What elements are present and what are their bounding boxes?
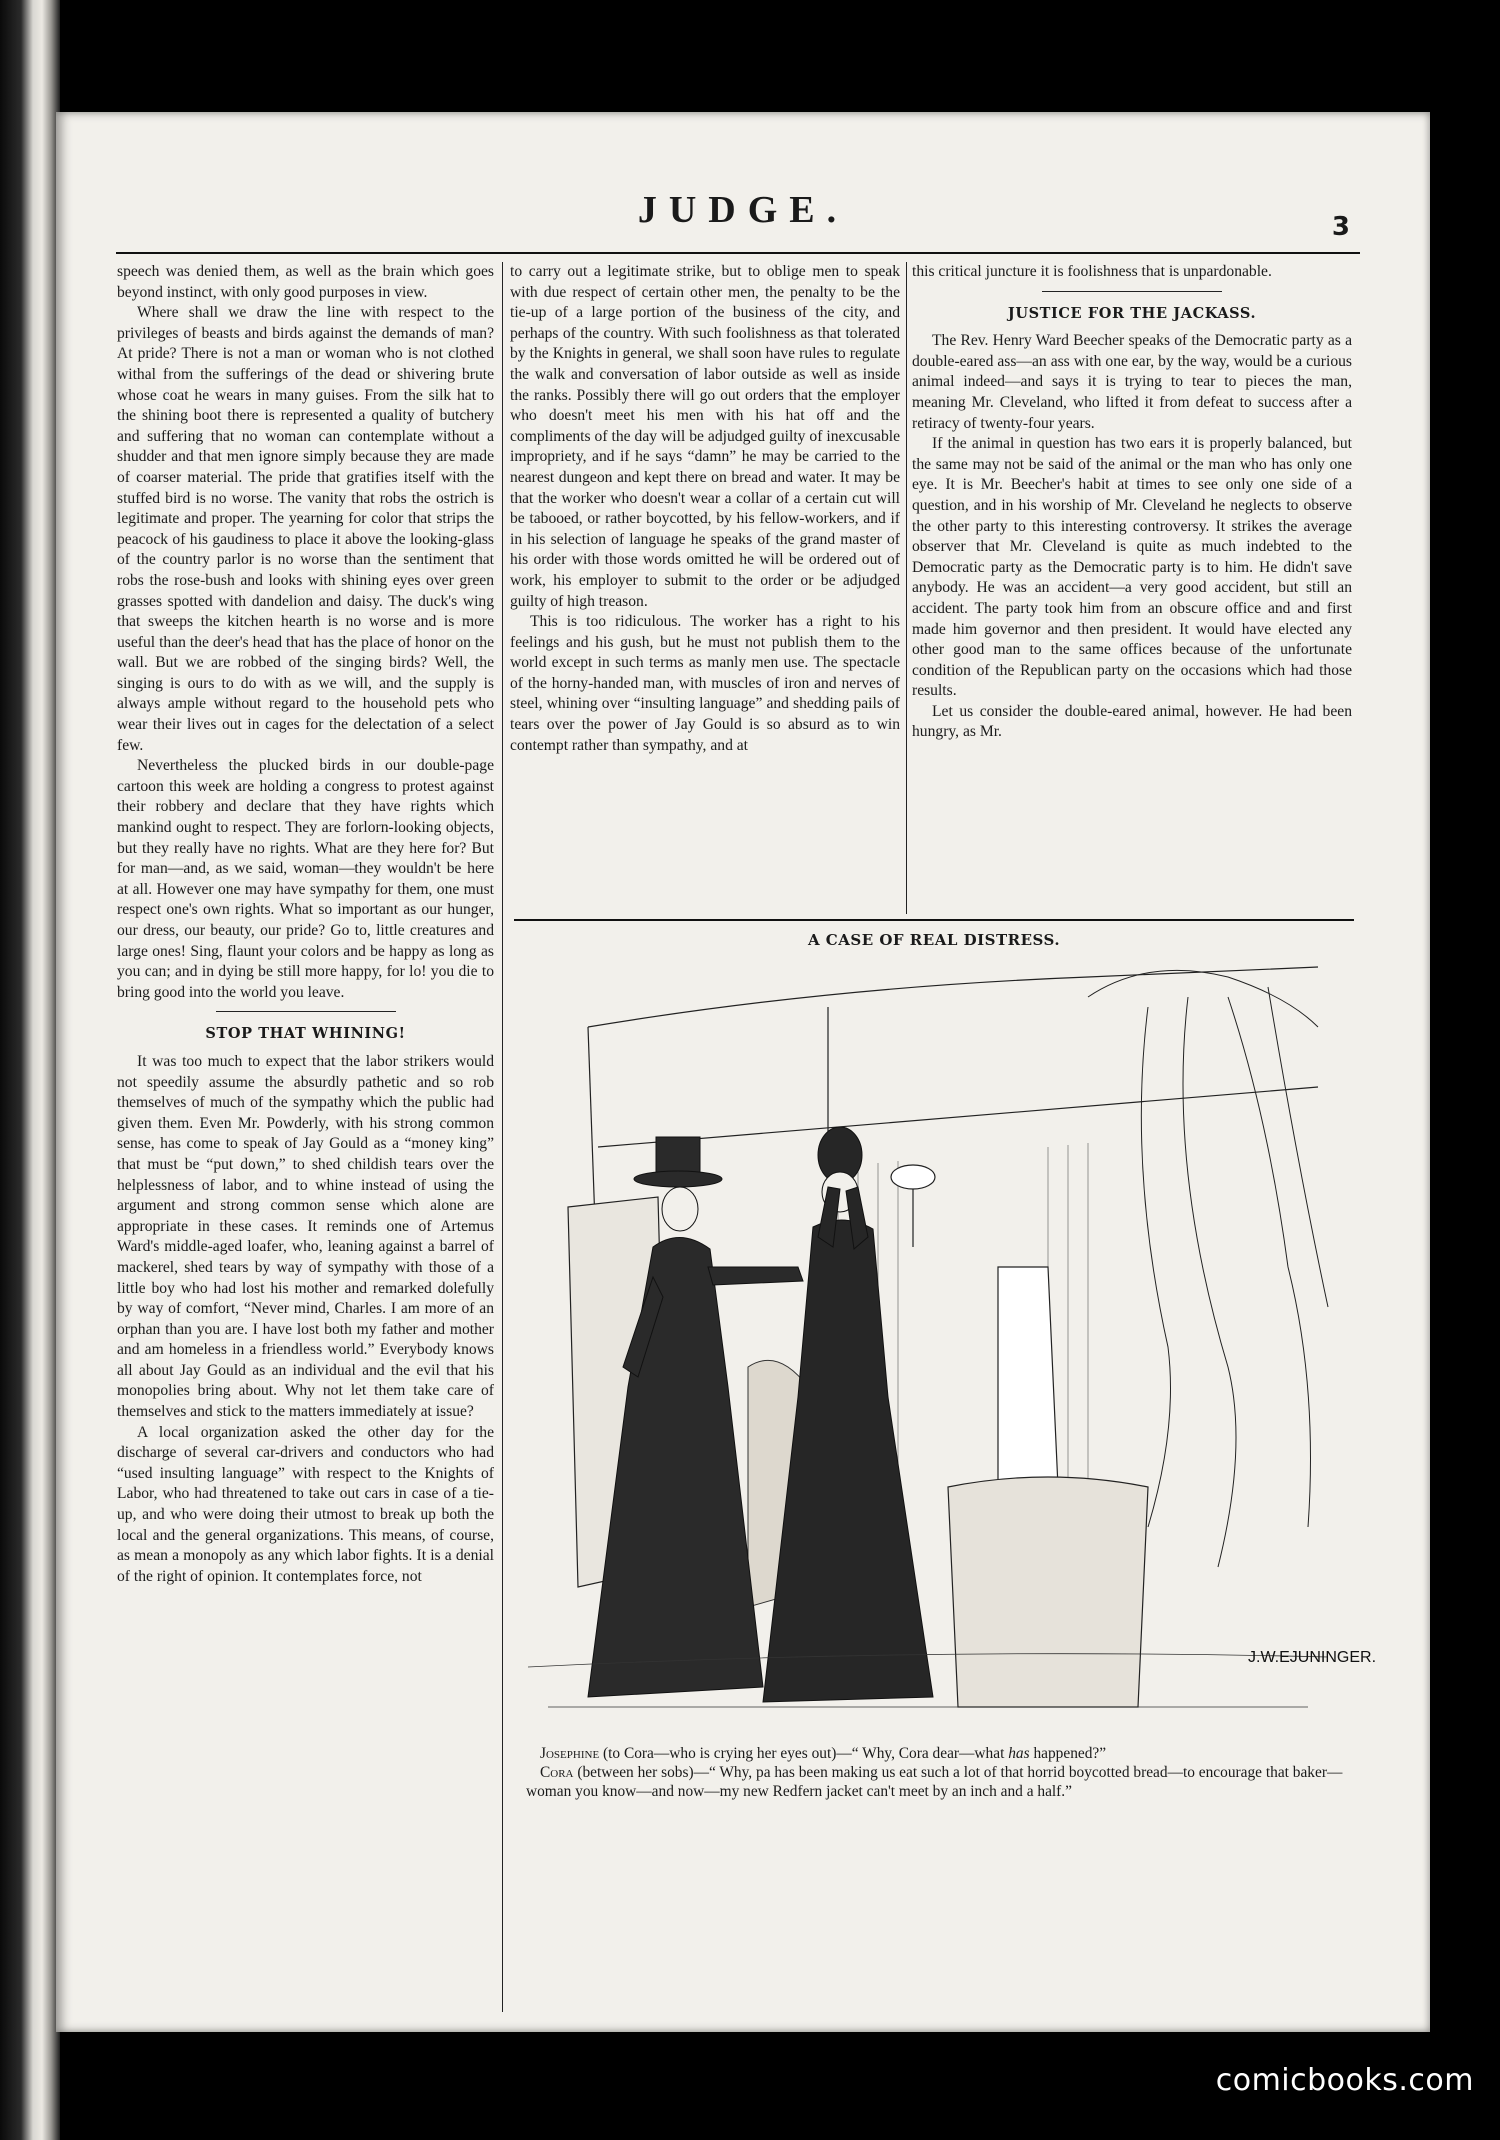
caption-text: (between her sobs)—“ Why, pa has been making us eat such a lot of that horrid boycotted bread—to encourage that baker—woman you know—and now—my new Redfern jacket can't meet by an inch and a half.”	[526, 1763, 1343, 1800]
section-divider	[1042, 291, 1222, 292]
column-3	[912, 262, 1352, 992]
column-divider	[502, 262, 503, 2012]
col3-paragraph: this critical juncture it is foolishness that is unpardonable.	[912, 263, 1272, 280]
col3-paragraph: If the animal in question has two ears it is properly balanced, but the same may not be said of the animal or the man who has only one eye. It is Mr. Beecher's habit at times to see only one side of a question, and in his worship of Mr. Cleveland he neglects to observe the other party to this interesting controversy. It strikes the average observer that Mr. Cleveland is quite as much indebted to the Democratic party as the Democratic party is to him. He didn't save anybody. He was an accident—a very good accident, but still an accident. The party took him from an obscure office and and first made him governor and then president. It would have elected any other good man to the same offices because of the unfortunate condition of the Republican party on the occasions which had those results.	[912, 435, 1352, 700]
section-divider	[216, 1011, 396, 1012]
col2-paragraph: to carry out a legitimate strike, but to oblige men to speak with due respect of certain other men, the penalty to be the tie-up of a large portion of the business of the city, and perhaps of the country. With such foolishness as that tolerated by the Knights in general, we shall soon have rules to regulate the walk and conversation of labor outside as well as inside the ranks. Possibly there will go out orders that the employer who doesn't meet his men with his hat off and the compliments of the day will be adjudged guilty of inexcusable impropriety, and if he says “damn” he may be carried to the nearest dungeon and kept there on bread and water. It may be that the worker who doesn't wear a collar of a certain cut will be tabooed, or rather boycotted, by his fellow-workers, and if in his selection of language he speaks of the grand master of his order with those words omitted he will be ordered out of work, his employer to submit to the order or be adjudged guilty of high treason.	[510, 263, 900, 610]
caption-emphasis: has	[1008, 1745, 1030, 1762]
caption-speaker-cora: Cora	[540, 1763, 574, 1781]
newspaper-page	[56, 112, 1430, 2032]
cartoon-title: A CASE OF REAL DISTRESS.	[807, 931, 1061, 949]
col1-paragraph: A local organization asked the other day for the discharge of several car-drivers and conductors who had “used insulting language” with respect to the Knights of Labor, who had threatened to take out cars in case of a tie-up, and who were doing their utmost to break up both the local and the general organizations. This means, of course, as mean a monopoly as any which labor fights. It is a denial of the right of opinion. It contemplates force, not	[117, 1423, 494, 1585]
masthead-rule	[116, 252, 1360, 254]
column-divider	[906, 262, 907, 914]
col1-paragraph: Where shall we draw the line with respect to the privileges of beasts and birds against the demands of man? At pride? There is not a man or woman who is not clothed withal from the sufferings of the dead or shivering brute whose coat he wears in many guises. From the silk hat to the shining boot there is represented a quality of butchery and suffering that no woman can contemplate without a shudder and that men ignore simply because they are made of coarser material. The pride that gratifies itself with the stuffed bird is no worse. The vanity that robs the ostrich is legitimate and proper. The yearning for color that strips the peacock of his gaudiness to place it above the looking-glass of the country parlor is no worse than the sentiment that robs the rose-bush and looks with shining eyes over green grasses spotted with dandelion and daisy. The duck's wing that sweeps the kitchen hearth is no worse and is more useful than the deer's head that has the place of honor on the wall. But we are robbed of the singing birds? Well, the singing is ours to do with as we will, and the supply is always ample without regard to the household pets who wear their lives out in cages for the delectation of a select few.	[117, 304, 494, 754]
masthead-title: JUDGE.	[637, 189, 849, 231]
caption-speaker-josephine: Josephine	[540, 1745, 600, 1762]
col3-paragraph: Let us consider the double-eared animal, however. He had been hungry, as Mr.	[912, 702, 1352, 741]
col1-paragraph: Nevertheless the plucked birds in our double-page cartoon this week are holding a congress to protest against their robbery and declare that they have rights which mankind ought to respect. They are forlorn-looking objects, but they really have no rights. What are they here for? But for man—and, as we said, woman—they wouldn't be here at all. However one may have sympathy for them, one must respect one's own rights. What so important as our hunger, our dress, our beauty, our pride? Go to, little creatures and large ones! Sing, flaunt your colors and be happy as long as you can; and in dying be still more happy, for lo! you die to bring good into the world you leave.	[117, 757, 494, 1001]
page-number: 3	[1331, 212, 1350, 242]
book-spine	[0, 0, 60, 2140]
article-heading-stop-that-whining: STOP THAT WHINING!	[205, 1025, 406, 1043]
column-1	[117, 262, 494, 2010]
caption-text: (to Cora—who is crying her eyes out)—“ Why, Cora dear—what	[599, 1745, 1009, 1762]
col1-paragraph: speech was denied them, as well as the brain which goes beyond instinct, with only good purposes in view.	[117, 263, 494, 301]
cartoon-rule	[514, 919, 1354, 921]
col1-paragraph: It was too much to expect that the labor strikers would not speedily assume the absurdly pathetic and so rob themselves of much of the sympathy which the public had given them. Even Mr. Powderly, with his strong common sense, has come to speak of Jay Gould as a “money king” that must be “put down,” to shed childish tears over the helplessness of labor, and to whine instead of using the argument and strong common sense which alone are appropriate in these cases. It reminds one of Artemus Ward's middle-aged loafer, who, leaning against a barrel of mackerel, shed tears by way of sympathy with those of a little boy who had lost his mother and remarked dolefully by way of comfort, “Never mind, Charles. I am more of an orphan than you are. I have lost both my father and mother and am homeless in a friendless world.” Everybody knows all about Jay Gould as an individual and the evil that his monopolies bring about. Why not let them take care of themselves and stick to the matters immediately at issue?	[117, 1052, 494, 1421]
col2-paragraph: This is too ridiculous. The worker has a right to his feelings and his gush, but he must not publish them to the world except in such terms as manly men use. The spectacle of the horny-handed man, with muscles of iron and nerves of steel, whining over “insulting language” and shedding pails of tears over the power of Jay Gould is so absurd as to win contempt rather than sympathy, and at	[510, 613, 900, 754]
col3-paragraph: The Rev. Henry Ward Beecher speaks of the Democratic party as a double-eared ass—an ass with one ear, by the way, would be a curious animal indeed—and says it is trying to tear to pieces the man, meaning Mr. Cleveland, who lifted it from defeat to success after a retiracy of twenty-four years.	[912, 332, 1352, 432]
column-2	[510, 262, 900, 992]
cartoon-caption	[526, 1745, 1358, 1801]
watermark: comicbooks.com	[1215, 2063, 1474, 2098]
cartoon-illustration	[528, 967, 1377, 1727]
cartoon-signature: J.W.EJUNINGER.	[1248, 1649, 1377, 1666]
caption-text: happened?”	[1029, 1745, 1107, 1762]
article-heading-justice-for-the-jackass: JUSTICE FOR THE JACKASS.	[1007, 304, 1257, 322]
